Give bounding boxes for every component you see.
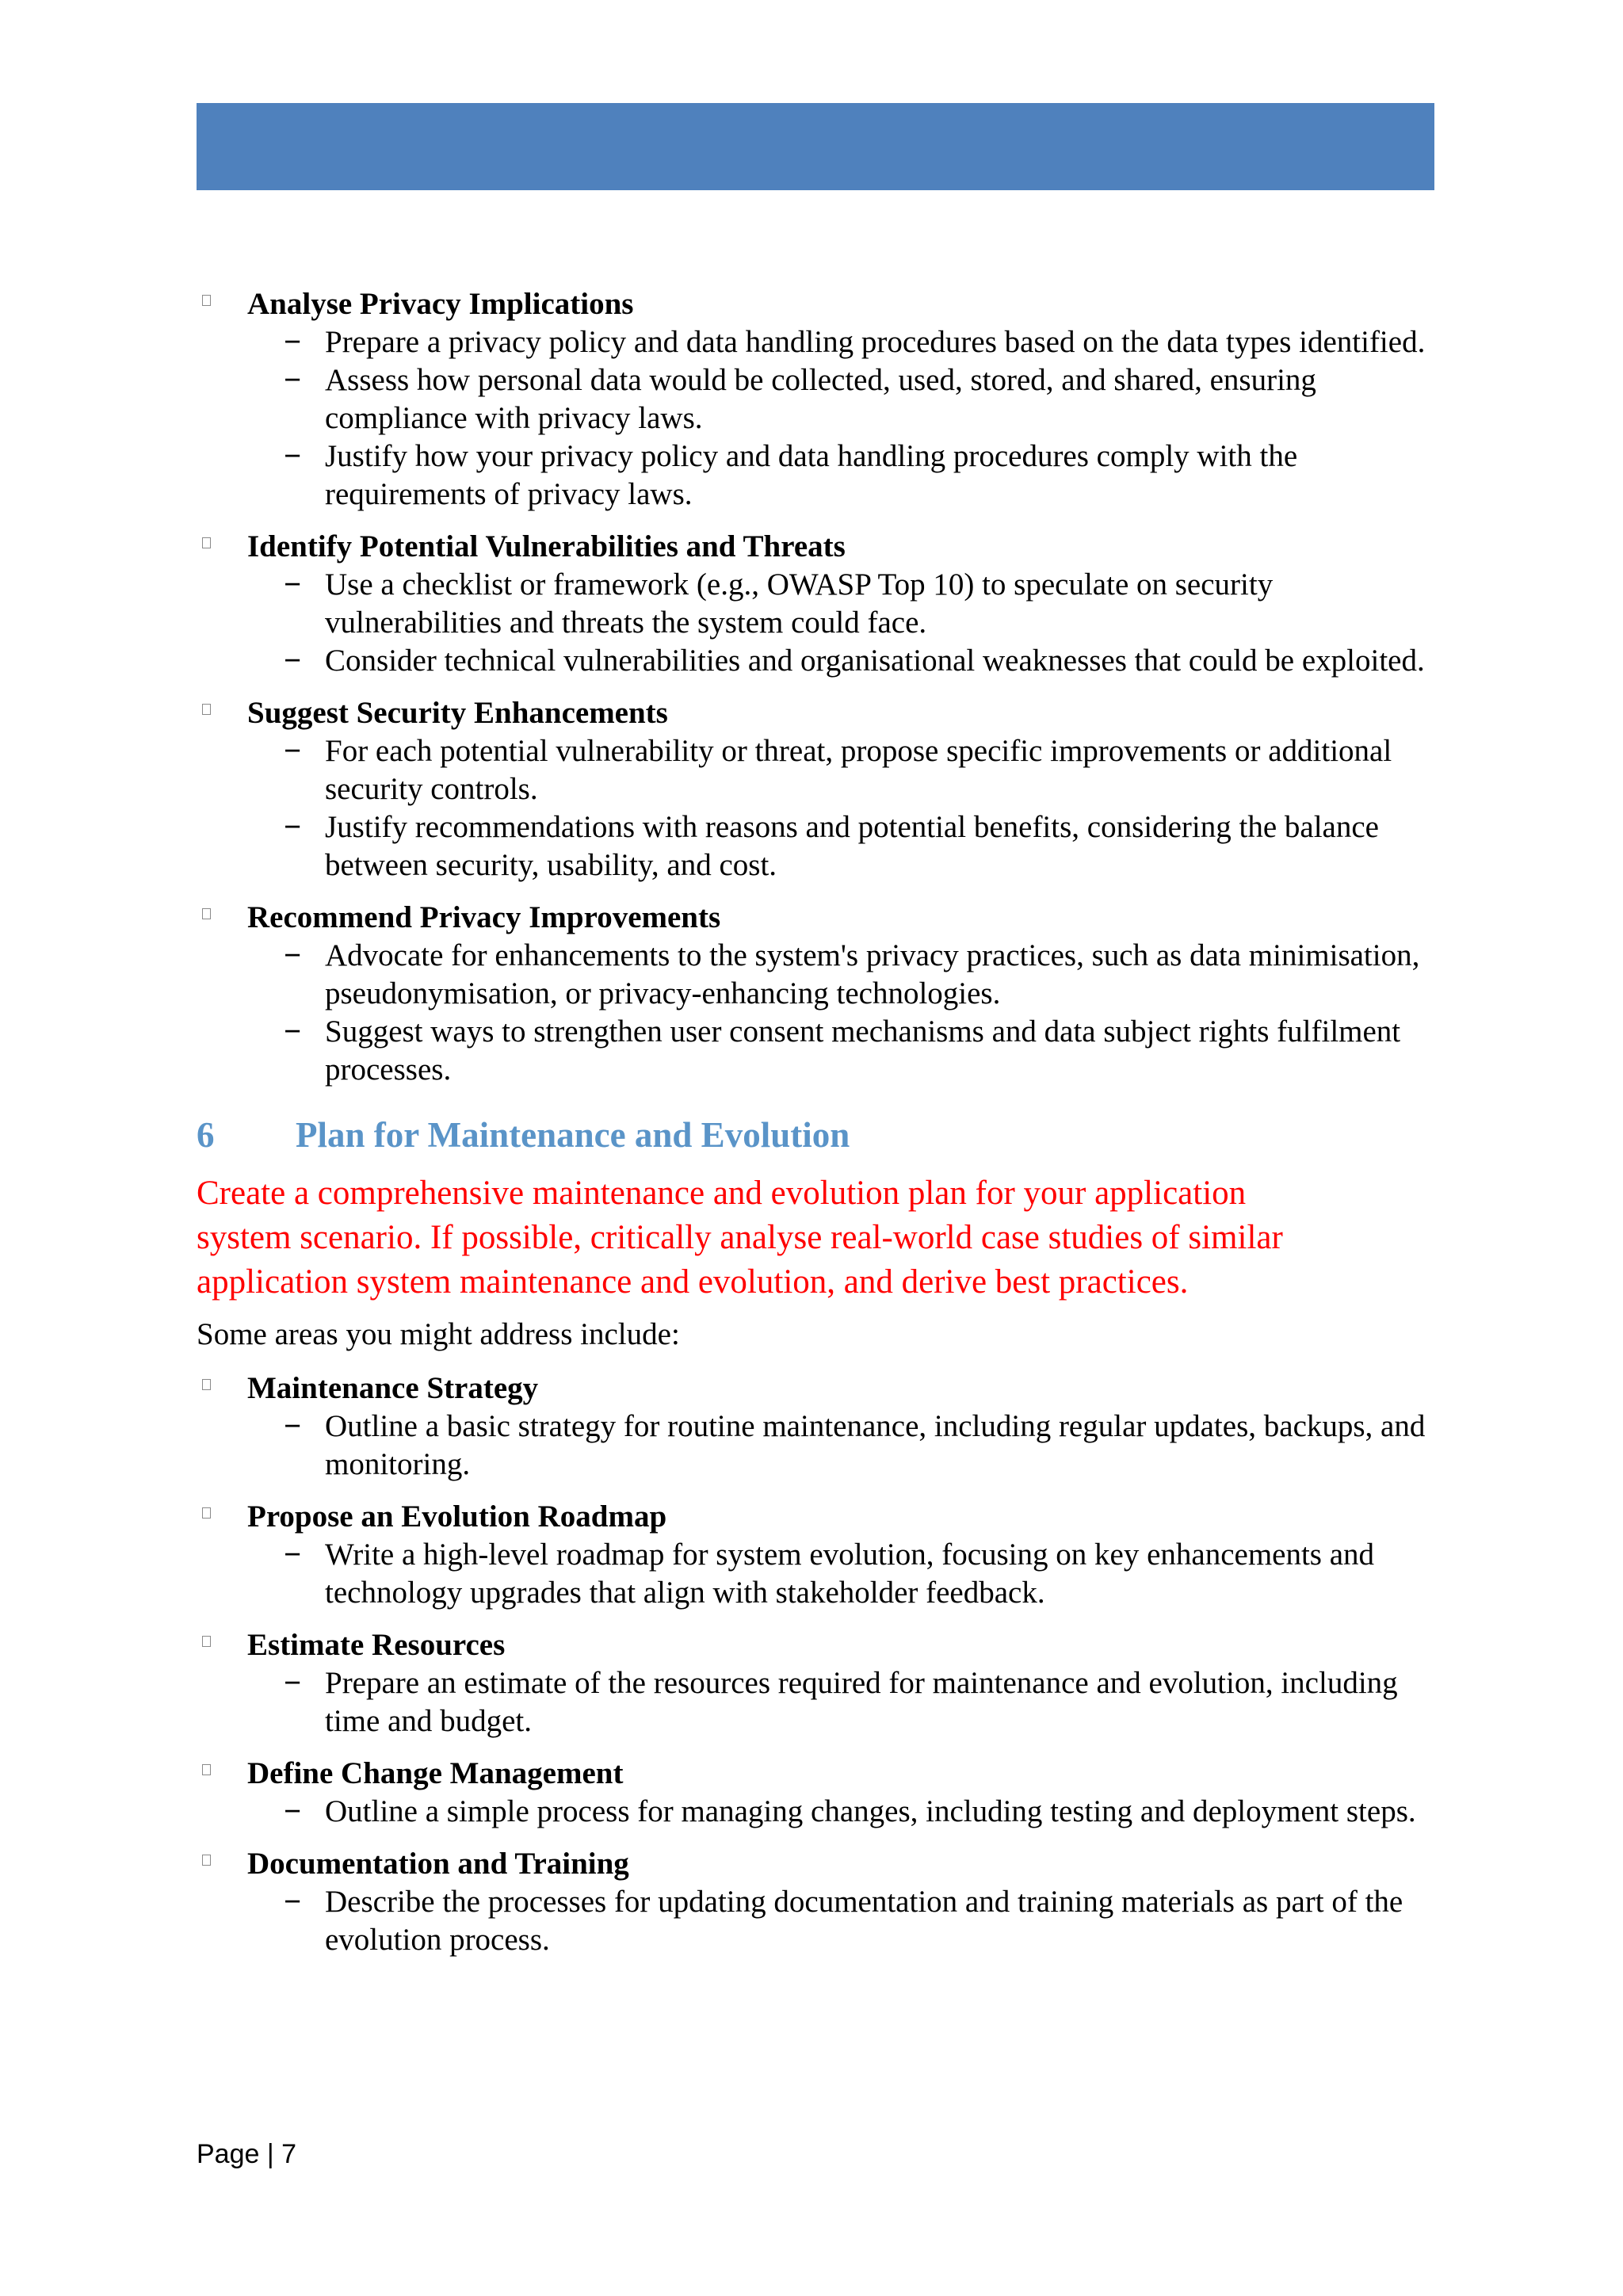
maintenance-evolution-list bbox=[197, 1370, 1434, 1959]
sub-list bbox=[197, 1664, 1434, 1740]
sub-item bbox=[284, 437, 1434, 514]
privacy-security-list bbox=[197, 285, 1434, 1089]
box-bullet-icon bbox=[202, 1636, 211, 1647]
section-heading bbox=[197, 1111, 1434, 1159]
dash-bullet-icon: − bbox=[284, 1794, 302, 1828]
list-item bbox=[197, 1626, 1434, 1740]
section-lead-in: Some areas you might address include: bbox=[197, 1317, 680, 1351]
sub-list bbox=[197, 323, 1434, 514]
sub-item-text: Prepare a privacy policy and data handling procedures based on the data types identified. bbox=[325, 325, 1426, 359]
list-item bbox=[197, 899, 1434, 1089]
list-item bbox=[197, 528, 1434, 680]
dash-bullet-icon: − bbox=[284, 1538, 302, 1572]
sub-item-text: Justify how your privacy policy and data handling procedures comply with the requirements of privacy laws. bbox=[325, 439, 1298, 511]
dash-bullet-icon: − bbox=[284, 325, 302, 359]
sub-list bbox=[197, 732, 1434, 884]
sub-item bbox=[284, 1664, 1434, 1740]
list-item-title bbox=[197, 1498, 1434, 1536]
sub-item bbox=[284, 323, 1434, 361]
sub-item-text: Outline a simple process for managing changes, including testing and deployment steps. bbox=[325, 1794, 1416, 1828]
list-item bbox=[197, 1498, 1434, 1612]
sub-item bbox=[284, 1793, 1434, 1831]
sub-item-text: Assess how personal data would be collected, used, stored, and shared, ensuring compliance with privacy laws. bbox=[325, 363, 1316, 435]
sub-item-text: Advocate for enhancements to the system's privacy practices, such as data minimisation, pseudonymisation, or privacy-enhancing technologies. bbox=[325, 938, 1420, 1010]
section-instruction: Create a comprehensive maintenance and evolution plan for your application system scenario. If possible, critically analyse real-world case studies of similar application system maintenance and evolution, and derive best practices. bbox=[197, 1175, 1283, 1301]
dash-bullet-icon: − bbox=[284, 644, 302, 678]
sub-item bbox=[284, 937, 1434, 1013]
list-item bbox=[197, 285, 1434, 514]
sub-list bbox=[197, 937, 1434, 1089]
list-item-title-text: Documentation and Training bbox=[247, 1847, 629, 1881]
sub-list bbox=[197, 1408, 1434, 1484]
list-item-title bbox=[197, 1626, 1434, 1664]
list-item-title-text: Define Change Management bbox=[247, 1756, 624, 1790]
list-item bbox=[197, 1845, 1434, 1959]
dash-bullet-icon: − bbox=[284, 1666, 302, 1700]
box-bullet-icon bbox=[202, 908, 211, 919]
list-item-title-text: Identify Potential Vulnerabilities and Threats bbox=[247, 529, 846, 563]
sub-list bbox=[197, 1536, 1434, 1612]
sub-item-text: Describe the processes for updating documentation and training materials as part of the evolution process. bbox=[325, 1885, 1403, 1957]
sub-item-text: For each potential vulnerability or threat, propose specific improvements or additional security controls. bbox=[325, 734, 1392, 806]
sub-item-text: Consider technical vulnerabilities and organisational weaknesses that could be exploited. bbox=[325, 644, 1425, 678]
page-content bbox=[197, 285, 1434, 1973]
dash-bullet-icon: − bbox=[284, 1409, 302, 1443]
dash-bullet-icon: − bbox=[284, 1014, 302, 1049]
page-footer: Page | 7 bbox=[197, 2139, 297, 2169]
dash-bullet-icon: − bbox=[284, 734, 302, 768]
list-item-title-text: Analyse Privacy Implications bbox=[247, 287, 634, 321]
sub-item-text: Write a high-level roadmap for system evolution, focusing on key enhancements and technology upgrades that align with stakeholder feedback. bbox=[325, 1538, 1375, 1610]
dash-bullet-icon: − bbox=[284, 439, 302, 473]
list-item-title bbox=[197, 285, 1434, 323]
sub-list bbox=[197, 566, 1434, 680]
list-item-title bbox=[197, 528, 1434, 566]
sub-item-text: Justify recommendations with reasons and potential benefits, considering the balance between security, usability, and cost. bbox=[325, 810, 1379, 882]
list-item-title bbox=[197, 1845, 1434, 1883]
list-item-title-text: Estimate Resources bbox=[247, 1628, 506, 1662]
list-item bbox=[197, 1370, 1434, 1484]
sub-item bbox=[284, 566, 1434, 642]
dash-bullet-icon: − bbox=[284, 938, 302, 972]
sub-item-text: Suggest ways to strengthen user consent mechanisms and data subject rights fulfilment processes. bbox=[325, 1014, 1401, 1087]
list-item-title bbox=[197, 1370, 1434, 1408]
box-bullet-icon bbox=[202, 1507, 211, 1519]
box-bullet-icon bbox=[202, 1379, 211, 1390]
box-bullet-icon bbox=[202, 1764, 211, 1775]
box-bullet-icon bbox=[202, 295, 211, 306]
sub-item bbox=[284, 808, 1434, 884]
box-bullet-icon bbox=[202, 1855, 211, 1866]
sub-item bbox=[284, 1013, 1434, 1089]
sub-item bbox=[284, 1536, 1434, 1612]
sub-item bbox=[284, 1408, 1434, 1484]
sub-list bbox=[197, 1793, 1434, 1831]
section-number: 6 bbox=[197, 1115, 215, 1155]
sub-item bbox=[284, 642, 1434, 680]
sub-item-text: Use a checklist or framework (e.g., OWASP Top 10) to speculate on security vulnerabilities and threats the system could face. bbox=[325, 567, 1274, 640]
sub-item-text: Prepare an estimate of the resources required for maintenance and evolution, including time and budget. bbox=[325, 1666, 1398, 1738]
sub-list bbox=[197, 1883, 1434, 1959]
list-item-title-text: Propose an Evolution Roadmap bbox=[247, 1499, 667, 1534]
sub-item bbox=[284, 361, 1434, 437]
list-item-title bbox=[197, 899, 1434, 937]
list-item-title-text: Maintenance Strategy bbox=[247, 1371, 539, 1405]
list-item bbox=[197, 694, 1434, 884]
section-title: Plan for Maintenance and Evolution bbox=[296, 1115, 850, 1155]
sub-item-text: Outline a basic strategy for routine maintenance, including regular updates, backups, and monitoring. bbox=[325, 1409, 1426, 1481]
header-bar bbox=[197, 103, 1434, 190]
list-item-title bbox=[197, 1755, 1434, 1793]
box-bullet-icon bbox=[202, 704, 211, 715]
dash-bullet-icon: − bbox=[284, 1885, 302, 1919]
dash-bullet-icon: − bbox=[284, 363, 302, 397]
list-item bbox=[197, 1755, 1434, 1831]
list-item-title-text: Suggest Security Enhancements bbox=[247, 696, 668, 730]
sub-item bbox=[284, 732, 1434, 808]
dash-bullet-icon: − bbox=[284, 810, 302, 844]
list-item-title bbox=[197, 694, 1434, 732]
box-bullet-icon bbox=[202, 537, 211, 548]
dash-bullet-icon: − bbox=[284, 567, 302, 602]
sub-item bbox=[284, 1883, 1434, 1959]
list-item-title-text: Recommend Privacy Improvements bbox=[247, 900, 721, 934]
